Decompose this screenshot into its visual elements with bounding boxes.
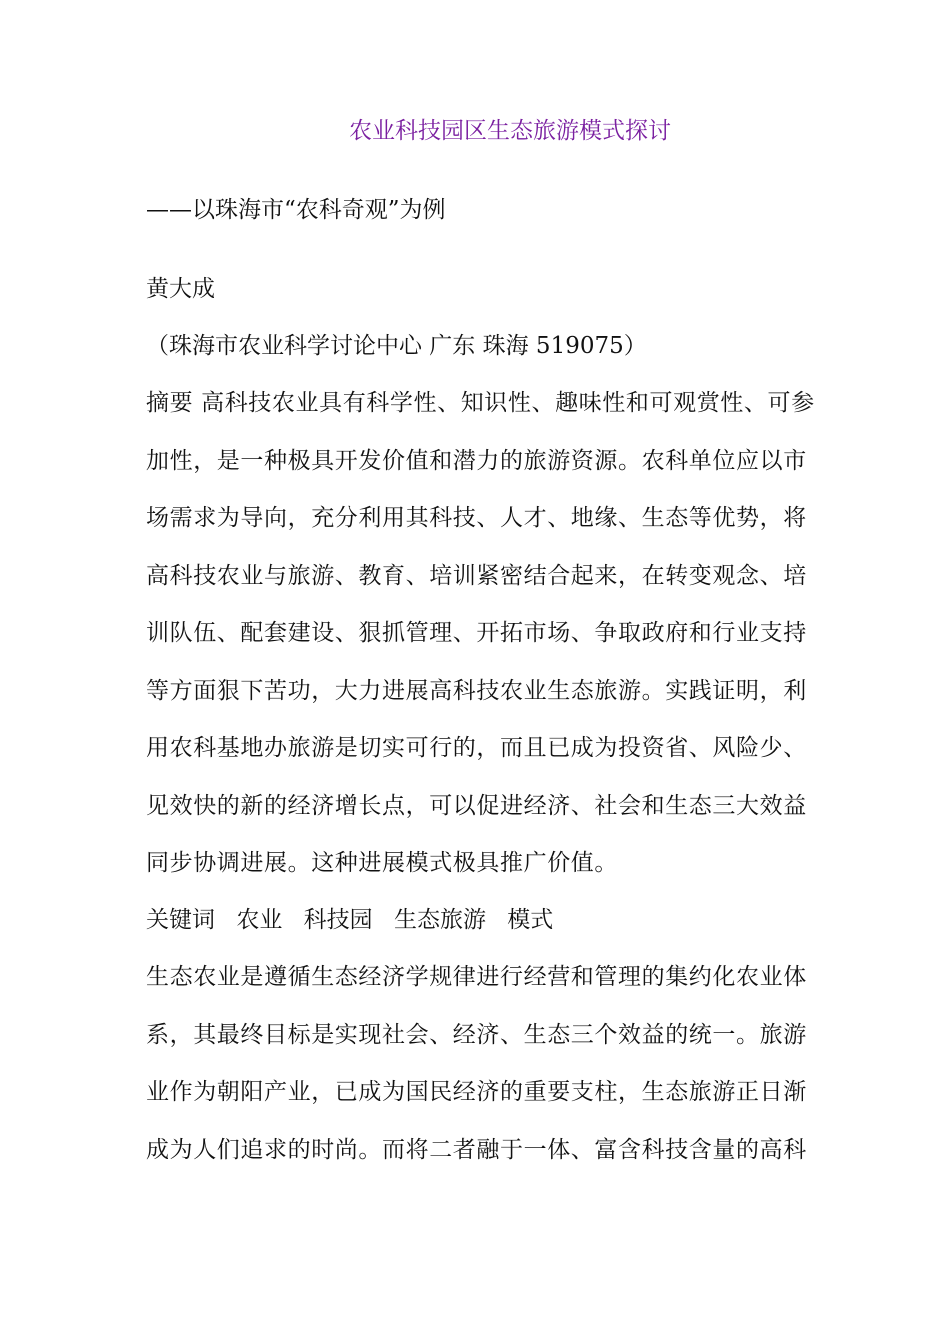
body-line: 生态农业是遵循生态经济学规律进行经营和管理的集约化农业体: [146, 964, 807, 990]
keywords-label: 关键词: [146, 907, 215, 933]
keyword-item: 生态旅游: [393, 907, 486, 933]
abstract-line: 用农科基地办旅游是切实可行的，而且已成为投资省、风险少、: [146, 735, 807, 761]
abstract-line: 见效快的新的经济增长点，可以促进经济、社会和生态三大效益: [146, 792, 807, 819]
document-title: 农业科技园区生态旅游模式探讨: [349, 118, 671, 144]
body-section: [146, 962, 876, 1192]
keyword-item: 科技园: [303, 907, 373, 933]
keyword-item: 模式: [507, 907, 554, 933]
abstract-line: 训队伍、配套建设、狠抓管理、开拓市场、争取政府和行业支持: [146, 620, 807, 646]
author-name: 黄大成: [146, 276, 215, 302]
abstract-line: 高科技农业与旅游、教育、培训紧密结合起来，在转变观念、培: [146, 562, 807, 589]
keywords-line: [146, 905, 567, 935]
keyword-item: 农业: [236, 907, 283, 933]
body-line: 业作为朝阳产业，已成为国民经济的重要支柱，生态旅游正日渐: [146, 1079, 807, 1105]
abstract-line: 场需求为导向，充分利用其科技、人才、地缘、生态等优势，将: [146, 505, 807, 531]
body-line: 成为人们追求的时尚。而将二者融于一体、富含科技含量的高科: [146, 1136, 807, 1163]
abstract-line: 加性，是一种极具开发价值和潜力的旅游资源。农科单位应以市: [146, 447, 807, 474]
abstract-line: 摘要 高科技农业具有科学性、知识性、趣味性和可观赏性、可参: [146, 390, 815, 416]
abstract-line: 同步协调进展。这种进展模式极具推广价值。: [146, 850, 618, 876]
body-line: 系，其最终目标是实现社会、经济、生态三个效益的统一。旅游: [146, 1021, 807, 1048]
abstract-line: 等方面狠下苦功，大力进展高科技农业生态旅游。实践证明，利: [146, 677, 807, 704]
document-subtitle: ——以珠海市“农科奇观”为例: [146, 197, 446, 223]
abstract-section: [146, 388, 876, 906]
author-affiliation: （珠海市农业科学讨论中心 广东 珠海 519075）: [146, 333, 647, 359]
